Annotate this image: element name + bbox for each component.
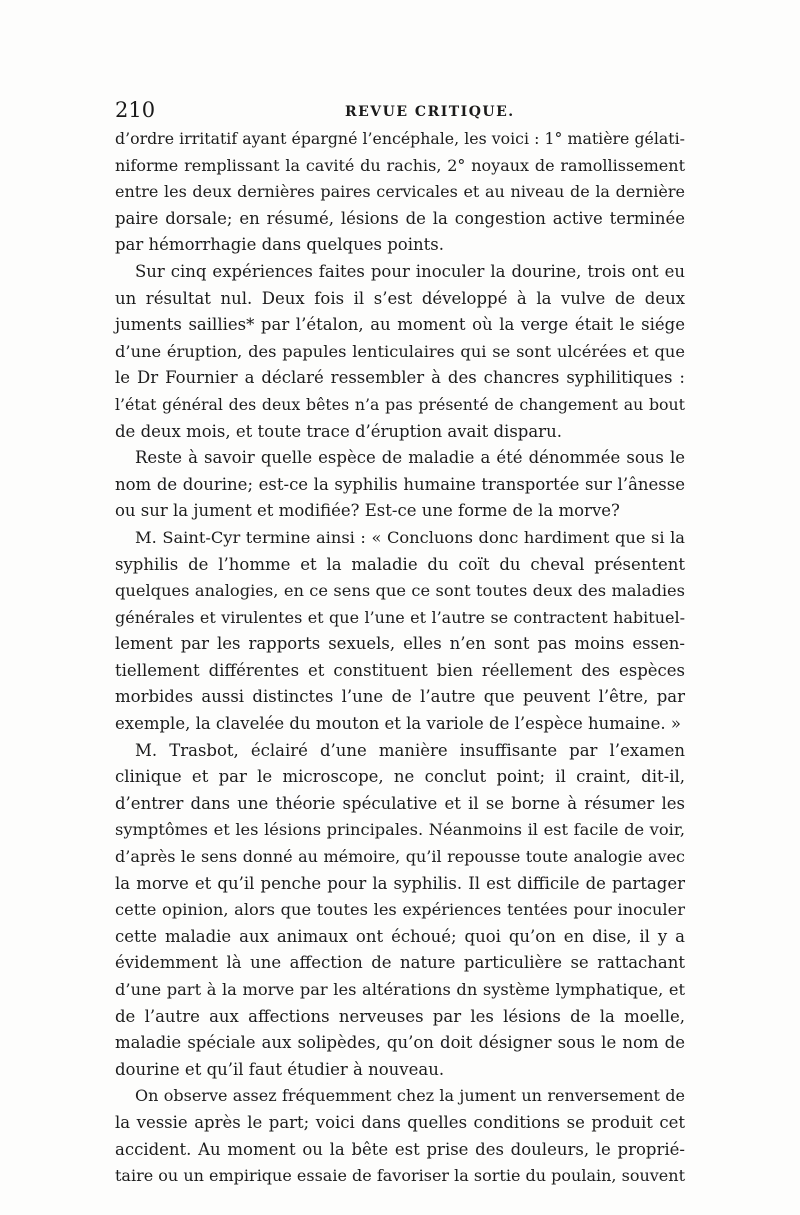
- text-line: accident. Au moment ou la bête est prise des douleurs, le proprié-: [115, 1139, 685, 1159]
- text-line: un résultat nul. Deux fois il s’est développé à la vulve de deux: [115, 288, 685, 308]
- text-line: l’état général des deux bêtes n’a pas présenté de changement au bout: [115, 394, 685, 414]
- paragraph: [115, 259, 685, 445]
- paragraph: [115, 445, 685, 525]
- text-line: tiellement différentes et constituent bien réellement des espèces: [115, 660, 685, 680]
- paragraph: [115, 525, 685, 738]
- running-head: REVUE CRITIQUE.: [345, 104, 515, 120]
- text-line: Reste à savoir quelle espèce de maladie a été dénommée sous le: [135, 448, 685, 468]
- text-line: paire dorsale; en résumé, lésions de la congestion active terminée: [115, 208, 685, 228]
- text-line: évidemment là une affection de nature particulière se rattachant: [115, 953, 685, 973]
- text-line: par hémorrhagie dans quelques points.: [115, 235, 444, 255]
- text-line: cette maladie aux animaux ont échoué; quoi qu’on en dise, il y a: [115, 926, 685, 946]
- text-line: ou sur la jument et modifiée? Est-ce une forme de la morve?: [115, 501, 620, 521]
- text-line: lement par les rapports sexuels, elles n’en sont pas moins essen-: [115, 634, 685, 654]
- text-line: d’après le sens donné au mémoire, qu’il repousse toute analogie avec: [115, 847, 685, 867]
- text-line: niforme remplissant la cavité du rachis, 2° noyaux de ramollissement: [115, 155, 685, 175]
- text-line: exemple, la clavelée du mouton et la variole de l’espèce humaine. »: [115, 714, 681, 734]
- text-line: On observe assez fréquemment chez la jument un renversement de: [135, 1086, 685, 1106]
- text-line: de l’autre aux affections nerveuses par les lésions de la moelle,: [115, 1006, 685, 1026]
- text-line: d’ordre irritatif ayant épargné l’encéphale, les voici : 1° matière gélati-: [115, 129, 685, 148]
- text-line: d’une éruption, des papules lenticulaires qui se sont ulcérées et que: [115, 341, 685, 361]
- paragraph: [115, 1083, 685, 1189]
- text-line: dourine et qu’il faut étudier à nouveau.: [115, 1059, 445, 1079]
- text-line: cette opinion, alors que toutes les expériences tentées pour inoculer: [115, 900, 685, 920]
- text-line: clinique et par le microscope, ne conclut point; il craint, dit-il,: [115, 767, 685, 787]
- text-line: d’entrer dans une théorie spéculative et il se borne à résumer les: [115, 793, 685, 813]
- text-line: d’une part à la morve par les altérations dn système lymphatique, et: [115, 980, 685, 999]
- text-line: M. Saint-Cyr termine ainsi : « Concluons donc hardiment que si la: [135, 527, 685, 547]
- page-number: 210: [115, 98, 156, 122]
- paragraph: [115, 126, 685, 259]
- text-line: juments saillies* par l’étalon, au moment où la verge était le siége: [115, 315, 685, 335]
- text-line: la vessie après le part; voici dans quelles conditions se produit cet: [115, 1112, 685, 1132]
- text-line: M. Trasbot, éclairé d’une manière insuffisante par l’examen: [135, 740, 685, 760]
- text-line: quelques analogies, en ce sens que ce sont toutes deux des maladies: [115, 581, 685, 601]
- text-line: la morve et qu’il penche pour la syphilis. Il est difficile de partager: [115, 873, 685, 893]
- text-line: le Dr Fournier a déclaré ressembler à des chancres syphilitiques :: [115, 368, 685, 388]
- text-line: taire ou un empirique essaie de favoriser la sortie du poulain, souvent: [115, 1166, 685, 1186]
- page-header: [115, 98, 685, 128]
- text-line: nom de dourine; est-ce la syphilis humaine transportée sur l’ânesse: [115, 474, 685, 494]
- text-line: de deux mois, et toute trace d’éruption avait disparu.: [115, 421, 562, 441]
- paragraph: [115, 738, 685, 1084]
- text-line: Sur cinq expériences faites pour inoculer la dourine, trois ont eu: [135, 261, 685, 281]
- text-line: générales et virulentes et que l’une et l’autre se contractent habituel-: [115, 607, 685, 627]
- text-line: syphilis de l’homme et la maladie du coït du cheval présentent: [115, 554, 685, 574]
- text-line: morbides aussi distinctes l’une de l’autre que peuvent l’être, par: [115, 687, 685, 707]
- text-line: maladie spéciale aux solipèdes, qu’on doit désigner sous le nom de: [115, 1033, 685, 1053]
- body-text: [115, 126, 685, 1190]
- text-line: symptômes et les lésions principales. Néanmoins il est facile de voir,: [115, 820, 685, 840]
- text-line: entre les deux dernières paires cervicales et au niveau de la dernière: [115, 182, 685, 202]
